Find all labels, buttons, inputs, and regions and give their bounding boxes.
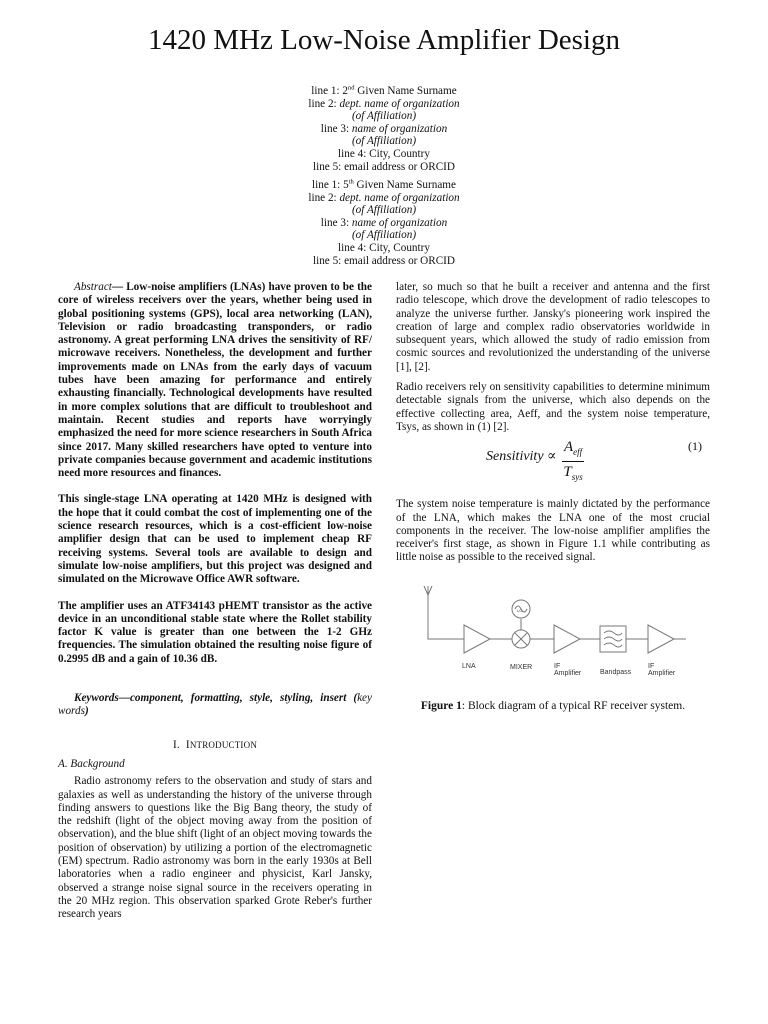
label-if2-a: IF xyxy=(648,662,655,670)
abstract-paragraph-1 xyxy=(58,281,372,480)
label-bandpass: Bandpass xyxy=(600,668,632,676)
author-1-org: name of organization xyxy=(351,122,448,135)
intro-paragraph-1: Radio astronomy refers to the observation and study of stars and galaxies as well as understanding the history of the universe through finding answers to questions like the Big Bang theory, the study of the redshift (light of the object moving away from the position of observation), and the blue shift (light of an object moving towards the position of observation) by utilizing a portion of the electromagnetic (EM) spectrum. Radio astronomy was born in the early 1930s at Bell laboratories when a radio engineer and physicist, Karl Jansky, observed a strange noise signal source in the receivers operating in the 20 MHz region. This observation sparked Grote Reber's further research years xyxy=(58,775,372,921)
equation-numerator-sub: eff xyxy=(573,447,583,458)
section-title-rest: NTRODUCTION xyxy=(189,739,258,750)
author-block-1 xyxy=(0,85,768,173)
label-if1-b: Amplifier xyxy=(554,669,582,677)
keywords-label: Keywords—component, formatting, style, styling, insert ( xyxy=(74,692,358,705)
equation-numerator: A xyxy=(564,439,574,456)
author-2-affiliation-1: (of Affiliation) xyxy=(351,204,417,217)
abstract-paragraph-2: This single-stage LNA operating at 1420 MHz is designed with the hope that it could combat the cost of implementing one of the science research resources, which is a cost-efficient low-noise amplifier design that can be used to implement cheap RF receiving systems. Several tools are available to design and simulate low-noise amplifiers, but this project was designed and simulated on the Microwave Office AWR software. xyxy=(58,493,372,586)
author-2-org: name of organization xyxy=(351,216,448,229)
author-2-line1: line 1: 5 xyxy=(312,179,349,191)
author-2-line2-label: line 2: xyxy=(308,191,340,204)
author-2-name: Given Name Surname xyxy=(353,179,456,191)
author-2-dept: dept. name of organization xyxy=(339,191,460,204)
figure-caption-label: Figure 1 xyxy=(420,699,462,712)
keywords-close: ) xyxy=(84,705,89,718)
author-2-line3-label: line 3: xyxy=(320,216,352,229)
equation-denominator: T xyxy=(563,464,572,481)
author-block-2 xyxy=(0,179,768,267)
author-2-location: line 4: City, Country xyxy=(338,241,430,254)
block-diagram-figure xyxy=(396,573,710,683)
equation-fraction xyxy=(562,438,584,487)
author-1-name: Given Name Surname xyxy=(354,85,457,97)
author-1-affiliation-1: (of Affiliation) xyxy=(351,110,417,123)
label-lo: LO xyxy=(517,607,523,613)
abstract-paragraph-3: The amplifier uses an ATF34143 pHEMT transistor as the active device in an unconditional stable state where the Rollet stability factor K value is greater than one between the 1-2 GHz frequencies. The simulation obtained the resulting noise figure of 0.2995 dB and a gain of 10.36 dB. xyxy=(58,599,372,665)
author-2-affiliation-2: (of Affiliation) xyxy=(351,229,417,242)
abstract-dash: — xyxy=(111,281,127,293)
if-amplifier-2-triangle xyxy=(648,625,674,653)
section-number: I. xyxy=(172,738,180,751)
subsection-background: A. Background xyxy=(58,757,125,770)
label-lna: LNA xyxy=(462,662,476,670)
intro-paragraph-3: Radio receivers rely on sensitivity capabilities to determine minimum detectable signals from the universe, which also depends on the effective collecting area, Aeff, and the system noise temperature, Tsys, as shown in (1) [2]. xyxy=(396,381,710,433)
author-1-affiliation-2: (of Affiliation) xyxy=(351,135,417,148)
author-1-line3-label: line 3: xyxy=(320,122,352,135)
author-2-email: line 5: email address or ORCID xyxy=(313,254,455,267)
intro-paragraph-4: The system noise temperature is mainly dictated by the performance of the LNA, which makes the LNA one of the most crucial components in the receiver. The low-noise amplifier amplifies the receiver's first stage, as shown in Figure 1.1 while contributing as little noise as possible to the received signal. xyxy=(396,498,710,564)
author-1-dept: dept. name of organization xyxy=(339,97,460,110)
block-diagram-svg xyxy=(414,581,714,681)
keywords xyxy=(58,692,372,719)
figure-caption-text: : Block diagram of a typical RF receiver system. xyxy=(461,699,686,712)
paper-title: 1420 MHz Low-Noise Amplifier Design xyxy=(148,24,620,56)
lna-triangle xyxy=(464,625,490,653)
intro-paragraph-2: later, so much so that he built a receiver and antenna and the first radio telescope, which drove the development of radio telescopes to analyze the universe further. Jansky's pioneering work inspired the creation of large and complex radio observatories worldwide in subsequent years, which allowed the study of radio emission from cosmic sources and revolutionized the understanding of the universe [1], [2]. xyxy=(396,281,710,373)
equation-number: (1) xyxy=(688,439,702,454)
abstract-text-1: Low-noise amplifiers (LNAs) have proven to be the core of wireless receivers over the years, whether being used in global positioning systems (GPS), local area networking (LAN), Television or radio broadcasting transponders, or radio astronomy. A great performing LNA drives the sensitivity of RF/ microwave receivers. Nonetheless, the development and further improvements made on LNAs from the early days of vacuum tubes have been amazing for performance and entirely exhausting financially. Technological developments have resulted in more complex solutions that are difficult to troubleshoot and maintain. Recent studies and reports have worryingly emphasized the need for more science researchers in South Africa since 2017. Many skilled researchers have opted to venture into private companies because government and academic institutions need more resources and finances. xyxy=(58,281,372,480)
section-first-letter: I xyxy=(185,738,190,751)
author-1-ordinal: nd xyxy=(347,84,355,92)
author-1-line1: line 1: 2 xyxy=(311,85,348,97)
label-if1-a: IF xyxy=(554,662,561,670)
equation-1 xyxy=(396,438,710,486)
author-2-ordinal: th xyxy=(348,178,354,186)
label-mixer: MIXER xyxy=(510,663,533,671)
author-1-line2-label: line 2: xyxy=(308,97,340,110)
right-column xyxy=(396,281,710,713)
if-amplifier-1-triangle xyxy=(554,625,580,653)
antenna-icon xyxy=(424,586,464,639)
keywords-plain: key words xyxy=(58,692,372,718)
section-heading-introduction xyxy=(58,739,372,752)
equation-lhs: Sensitivity ∝ xyxy=(486,449,557,465)
label-if2-b: Amplifier xyxy=(648,669,676,677)
figure-caption xyxy=(396,700,710,713)
left-column xyxy=(58,281,372,921)
author-1-location: line 4: City, Country xyxy=(338,147,430,160)
equation-denominator-sub: sys xyxy=(571,472,583,483)
bandpass-filter-box xyxy=(600,626,626,652)
author-1-email: line 5: email address or ORCID xyxy=(313,160,455,173)
abstract-label: Abstract xyxy=(74,281,112,293)
